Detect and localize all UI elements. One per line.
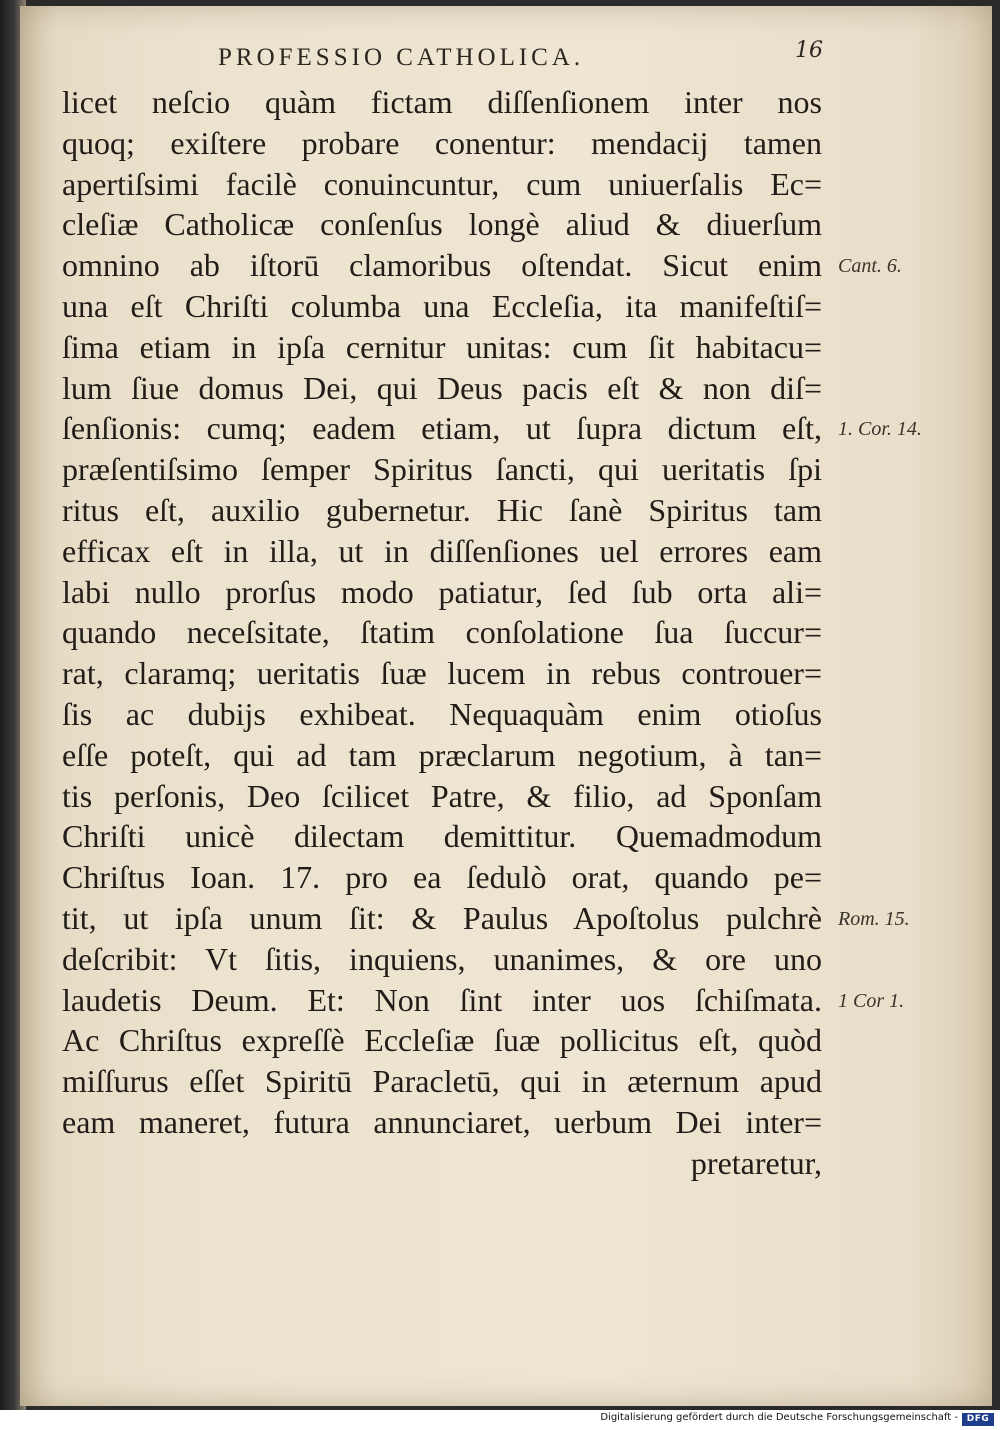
text-line: pretaretur, — [690, 1144, 822, 1181]
margin-reference: Cant. 6. — [838, 255, 902, 278]
text-line: deſcribit: Vt ſitis, inquiens, unanimes, & ore uno — [62, 940, 822, 977]
running-title: PROFESSIO CATHOLICA. — [218, 44, 585, 71]
text-line: ſenſionis: cumq; eadem etiam, ut ſupra dictum eſt, — [62, 410, 822, 447]
text-line: miſſurus eſſet Spiritū Paracletū, qui in æternum apud — [62, 1063, 822, 1100]
margin-reference: 1 Cor 1. — [838, 989, 905, 1012]
text-line: Ac Chriſtus expreſſè Eccleſiæ ſuæ pollicitus eſt, quòd — [62, 1022, 822, 1059]
text-line: lum ſiue domus Dei, qui Deus pacis eſt & non diſ= — [62, 369, 822, 406]
text-line: rat, claramq; ueritatis ſuæ lucem in rebus controuer= — [62, 655, 822, 692]
text-line: ſima etiam in ipſa cernitur unitas: cum ſit habitacu= — [62, 328, 822, 365]
text-line: quoq; exiſtere probare conentur: mendacij tamen — [62, 124, 822, 161]
margin-reference: Rom. 15. — [838, 908, 910, 930]
footer-credit: Digitalisierung gefördert durch die Deutsche Forschungsgemeinschaft - — [600, 1412, 958, 1423]
text-line: labi nullo prorſus modo patiatur, ſed ſub orta ali= — [62, 573, 822, 610]
text-line: ritus eſt, auxilio gubernetur. Hic ſanè Spiritus tam — [62, 491, 822, 528]
text-line: tit, ut ipſa unum ſit: & Paulus Apoſtolus pulchrè — [62, 899, 822, 936]
margin-reference: 1. Cor. 14. — [838, 418, 922, 441]
text-line: tis perſonis, Deo ſcilicet Patre, & filio, ad Sponſam — [62, 777, 822, 814]
text-line: una eſt Chriſti columba una Eccleſia, ita manifeſtiſ= — [62, 287, 822, 324]
text-line: ſis ac dubijs exhibeat. Nequaquàm enim otioſus — [62, 695, 822, 732]
text-line: omnino ab iſtorū clamoribus oſtendat. Sicut enim — [62, 247, 822, 284]
text-line: Chriſtus Ioan. 17. pro ea ſedulò orat, quando pe= — [62, 859, 822, 896]
body-text — [62, 82, 822, 1184]
dfg-logo-icon: DFG — [962, 1413, 994, 1426]
footer-bar — [0, 1410, 1000, 1430]
text-line: quando neceſsitate, ſtatim conſolatione ſua ſuccur= — [62, 614, 822, 651]
text-line: apertiſsimi facilè conuincuntur, cum uniuerſalis Ec= — [62, 165, 822, 202]
text-line: efficax eſt in illa, ut in diſſenſiones uel errores eam — [62, 532, 822, 569]
text-line: laudetis Deum. Et: Non ſint inter uos ſchiſmata. — [62, 981, 822, 1018]
text-line: eſſe poteſt, qui ad tam præclarum negotium, à tan= — [62, 736, 822, 773]
text-line: licet neſcio quàm fictam diſſenſionem inter nos — [62, 84, 822, 120]
text-line: præſentiſsimo ſemper Spiritus ſancti, qui ueritatis ſpi — [62, 451, 822, 488]
page-number: 16 — [795, 38, 823, 63]
text-line: cleſiæ Catholicæ conſenſus longè aliud & diuerſum — [62, 206, 822, 243]
text-line: Chriſti unicè dilectam demittitur. Quemadmodum — [62, 818, 822, 855]
text-line: eam maneret, futura annunciaret, uerbum Dei inter= — [62, 1103, 822, 1140]
